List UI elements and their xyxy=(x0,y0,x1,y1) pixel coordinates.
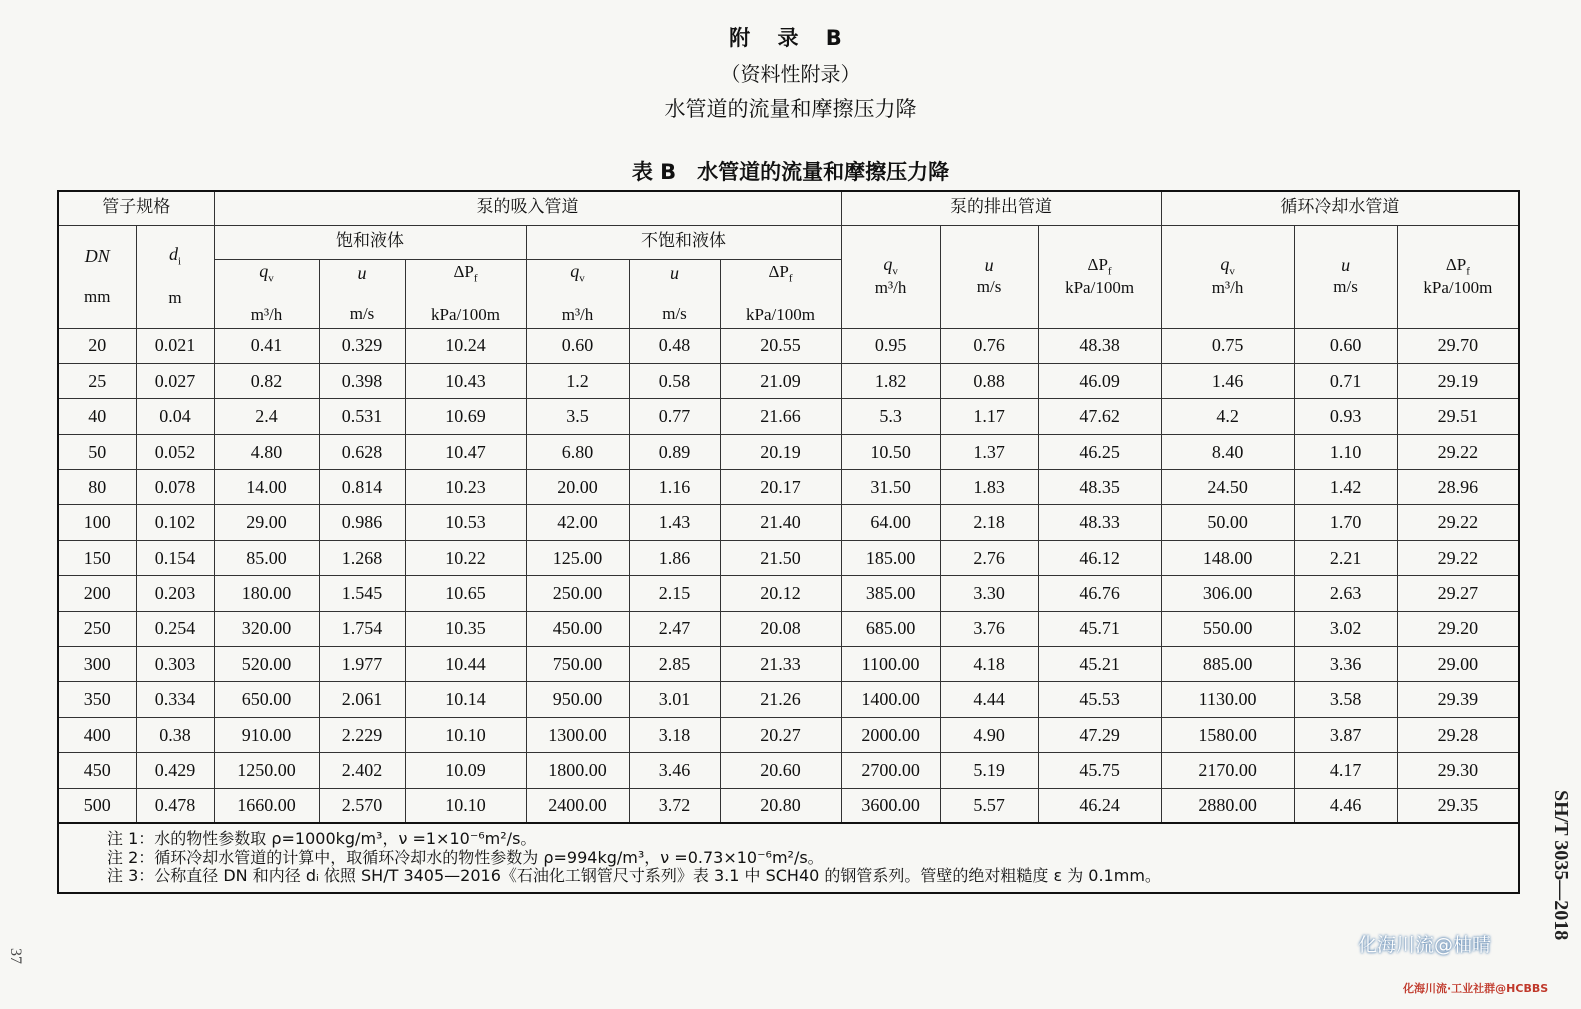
header-dn: DN mm xyxy=(58,225,136,328)
table-cell: 0.71 xyxy=(1294,363,1397,398)
table-cell: 6.80 xyxy=(526,434,629,469)
table-cell: 1130.00 xyxy=(1161,682,1294,717)
table-cell: 2.85 xyxy=(629,647,720,682)
table-cell: 1.82 xyxy=(841,363,940,398)
header-sat-dp: $\Delta P_f$ kPa/100m xyxy=(405,259,526,328)
table-cell: 42.00 xyxy=(526,505,629,540)
table-cell: 0.334 xyxy=(136,682,214,717)
table-cell: 0.986 xyxy=(319,505,405,540)
table-cell: 29.20 xyxy=(1397,611,1519,646)
table-cell: 40 xyxy=(58,399,136,434)
table-cell: 10.24 xyxy=(405,328,526,363)
table-cell: 0.60 xyxy=(1294,328,1397,363)
note-1: 注 1：水的物性参数取 ρ=1000kg/m³，ν =1×10⁻⁶m²/s。 xyxy=(107,829,537,849)
table-row xyxy=(58,753,1519,788)
table-cell: 320.00 xyxy=(214,611,319,646)
header-unsat-u: u m/s xyxy=(629,259,720,328)
table-cell: 1250.00 xyxy=(214,753,319,788)
table-cell: 80 xyxy=(58,470,136,505)
table-cell: 1.70 xyxy=(1294,505,1397,540)
header-cooling-u: u m/s xyxy=(1294,225,1397,328)
table-cell: 21.26 xyxy=(720,682,841,717)
appendix-title: 水管道的流量和摩擦压力降 xyxy=(664,97,917,121)
table-cell: 21.09 xyxy=(720,363,841,398)
table-cell: 10.09 xyxy=(405,753,526,788)
table-cell: 2.4 xyxy=(214,399,319,434)
table-cell: 150 xyxy=(58,540,136,575)
table-cell: 29.22 xyxy=(1397,434,1519,469)
table-cell: 400 xyxy=(58,717,136,752)
table-title: 表 B 水管道的流量和摩擦压力降 xyxy=(631,160,950,184)
table-cell: 47.29 xyxy=(1038,717,1161,752)
table-cell: 47.62 xyxy=(1038,399,1161,434)
header-di: $d_i$ m xyxy=(136,225,214,328)
table-notes xyxy=(58,823,1519,892)
table-cell: 1.46 xyxy=(1161,363,1294,398)
table-cell: 28.96 xyxy=(1397,470,1519,505)
table-cell: 0.078 xyxy=(136,470,214,505)
header-discharge-qv: $q_v$ m³/h xyxy=(841,225,940,328)
table-cell: 29.51 xyxy=(1397,399,1519,434)
table-row xyxy=(58,717,1519,752)
header-cooling-dp: $\Delta P_f$ kPa/100m xyxy=(1397,225,1519,328)
table-cell: 3.01 xyxy=(629,682,720,717)
table-cell: 10.47 xyxy=(405,434,526,469)
table-cell: 21.66 xyxy=(720,399,841,434)
table-cell: 3600.00 xyxy=(841,788,940,823)
table-cell: 20.55 xyxy=(720,328,841,363)
table-cell: 3.72 xyxy=(629,788,720,823)
table-cell: 2.061 xyxy=(319,682,405,717)
table-cell: 10.44 xyxy=(405,647,526,682)
table-cell: 31.50 xyxy=(841,470,940,505)
table-cell: 85.00 xyxy=(214,540,319,575)
table-cell: 0.254 xyxy=(136,611,214,646)
table-cell: 3.76 xyxy=(940,611,1038,646)
table-cell: 48.35 xyxy=(1038,470,1161,505)
table-cell: 148.00 xyxy=(1161,540,1294,575)
header-pump-discharge: 泵的排出管道 xyxy=(841,191,1161,225)
table-cell: 46.76 xyxy=(1038,576,1161,611)
table-cell: 0.429 xyxy=(136,753,214,788)
header-unsaturated: 不饱和液体 xyxy=(526,225,841,259)
table-cell: 0.329 xyxy=(319,328,405,363)
table-cell: 20.27 xyxy=(720,717,841,752)
table-cell: 4.80 xyxy=(214,434,319,469)
standard-code: SH/T 3035—2018 xyxy=(1550,790,1572,941)
table-cell: 0.531 xyxy=(319,399,405,434)
table-cell: 250.00 xyxy=(526,576,629,611)
table-cell: 3.46 xyxy=(629,753,720,788)
table-cell: 1.754 xyxy=(319,611,405,646)
table-cell: 10.22 xyxy=(405,540,526,575)
table-row xyxy=(58,434,1519,469)
table-cell: 10.10 xyxy=(405,717,526,752)
header-pipe-spec: 管子规格 xyxy=(58,191,214,225)
table-cell: 2.402 xyxy=(319,753,405,788)
table-cell: 0.95 xyxy=(841,328,940,363)
table-cell: 385.00 xyxy=(841,576,940,611)
table-cell: 500 xyxy=(58,788,136,823)
table-cell: 0.021 xyxy=(136,328,214,363)
table-cell: 29.70 xyxy=(1397,328,1519,363)
table-cell: 2.21 xyxy=(1294,540,1397,575)
table-cell: 4.90 xyxy=(940,717,1038,752)
table-cell: 29.30 xyxy=(1397,753,1519,788)
header-unsat-dp: $\Delta P_f$ kPa/100m xyxy=(720,259,841,328)
table-cell: 20.80 xyxy=(720,788,841,823)
table-cell: 2.18 xyxy=(940,505,1038,540)
table-cell: 0.814 xyxy=(319,470,405,505)
table-cell: 46.12 xyxy=(1038,540,1161,575)
table-cell: 450 xyxy=(58,753,136,788)
table-cell: 4.46 xyxy=(1294,788,1397,823)
table-cell: 21.33 xyxy=(720,647,841,682)
table-cell: 29.22 xyxy=(1397,540,1519,575)
table-row xyxy=(58,611,1519,646)
table-cell: 306.00 xyxy=(1161,576,1294,611)
table-cell: 29.28 xyxy=(1397,717,1519,752)
table-cell: 1.86 xyxy=(629,540,720,575)
table-cell: 0.82 xyxy=(214,363,319,398)
table-cell: 1.43 xyxy=(629,505,720,540)
table-cell: 29.35 xyxy=(1397,788,1519,823)
table-cell: 10.43 xyxy=(405,363,526,398)
table-cell: 1.977 xyxy=(319,647,405,682)
table-cell: 125.00 xyxy=(526,540,629,575)
table-cell: 29.27 xyxy=(1397,576,1519,611)
table-cell: 20.00 xyxy=(526,470,629,505)
table-cell: 3.30 xyxy=(940,576,1038,611)
table-cell: 10.50 xyxy=(841,434,940,469)
table-cell: 4.18 xyxy=(940,647,1038,682)
table-cell: 100 xyxy=(58,505,136,540)
table-row xyxy=(58,399,1519,434)
table-cell: 2.229 xyxy=(319,717,405,752)
table-cell: 10.69 xyxy=(405,399,526,434)
table-row xyxy=(58,682,1519,717)
table-cell: 950.00 xyxy=(526,682,629,717)
table-row xyxy=(58,788,1519,823)
table-cell: 5.19 xyxy=(940,753,1038,788)
table-cell: 350 xyxy=(58,682,136,717)
table-cell: 50 xyxy=(58,434,136,469)
table-cell: 10.10 xyxy=(405,788,526,823)
table-row xyxy=(58,540,1519,575)
table-cell: 185.00 xyxy=(841,540,940,575)
table-cell: 29.00 xyxy=(1397,647,1519,682)
table-cell: 0.77 xyxy=(629,399,720,434)
table-cell: 2.76 xyxy=(940,540,1038,575)
page-number: 37 xyxy=(7,948,24,964)
table-row xyxy=(58,576,1519,611)
table-cell: 2.47 xyxy=(629,611,720,646)
table-cell: 20.08 xyxy=(720,611,841,646)
header-cooling-water: 循环冷却水管道 xyxy=(1161,191,1519,225)
table-cell: 2700.00 xyxy=(841,753,940,788)
header-discharge-u: u m/s xyxy=(940,225,1038,328)
table-cell: 885.00 xyxy=(1161,647,1294,682)
table-cell: 45.21 xyxy=(1038,647,1161,682)
note-2: 注 2：循环冷却水管道的计算中，取循环冷却水的物性参数为 ρ=994kg/m³，ν =0.73×10⁻⁶m²/s。 xyxy=(107,847,824,867)
table-cell: 2170.00 xyxy=(1161,753,1294,788)
table-cell: 64.00 xyxy=(841,505,940,540)
table-cell: 1.42 xyxy=(1294,470,1397,505)
table-cell: 21.50 xyxy=(720,540,841,575)
table-cell: 29.39 xyxy=(1397,682,1519,717)
table-cell: 3.36 xyxy=(1294,647,1397,682)
table-cell: 3.87 xyxy=(1294,717,1397,752)
table-cell: 750.00 xyxy=(526,647,629,682)
table-row xyxy=(58,363,1519,398)
table-cell: 180.00 xyxy=(214,576,319,611)
table-cell: 300 xyxy=(58,647,136,682)
table-cell: 21.40 xyxy=(720,505,841,540)
table-cell: 0.88 xyxy=(940,363,1038,398)
table-cell: 48.38 xyxy=(1038,328,1161,363)
table-cell: 0.04 xyxy=(136,399,214,434)
table-row xyxy=(58,647,1519,682)
table-cell: 1.2 xyxy=(526,363,629,398)
header-sat-qv: $q_v$ m³/h xyxy=(214,259,319,328)
table-cell: 250 xyxy=(58,611,136,646)
table-cell: 29.19 xyxy=(1397,363,1519,398)
table-cell: 45.75 xyxy=(1038,753,1161,788)
table-cell: 4.44 xyxy=(940,682,1038,717)
table-cell: 10.35 xyxy=(405,611,526,646)
header-discharge-dp: $\Delta P_f$ kPa/100m xyxy=(1038,225,1161,328)
table-cell: 0.48 xyxy=(629,328,720,363)
table-cell: 29.00 xyxy=(214,505,319,540)
table-cell: 45.53 xyxy=(1038,682,1161,717)
table-cell: 1.545 xyxy=(319,576,405,611)
table-cell: 0.102 xyxy=(136,505,214,540)
table-cell: 10.53 xyxy=(405,505,526,540)
table-cell: 3.18 xyxy=(629,717,720,752)
table-cell: 20 xyxy=(58,328,136,363)
table-cell: 2880.00 xyxy=(1161,788,1294,823)
table-cell: 50.00 xyxy=(1161,505,1294,540)
watermark-small: 化海川流·工业社群@HCBBS xyxy=(1403,982,1549,995)
table-cell: 4.2 xyxy=(1161,399,1294,434)
appendix-type: （资料性附录） xyxy=(720,62,861,86)
table-cell: 550.00 xyxy=(1161,611,1294,646)
table-cell: 3.5 xyxy=(526,399,629,434)
table-cell: 46.25 xyxy=(1038,434,1161,469)
table-cell: 29.22 xyxy=(1397,505,1519,540)
table-cell: 1.16 xyxy=(629,470,720,505)
table-cell: 0.60 xyxy=(526,328,629,363)
table-cell: 2400.00 xyxy=(526,788,629,823)
table-cell: 0.93 xyxy=(1294,399,1397,434)
table-cell: 0.41 xyxy=(214,328,319,363)
table-cell: 20.60 xyxy=(720,753,841,788)
table-cell: 25 xyxy=(58,363,136,398)
header-pump-suction: 泵的吸入管道 xyxy=(214,191,841,225)
table-cell: 0.303 xyxy=(136,647,214,682)
table-cell: 0.38 xyxy=(136,717,214,752)
table-body xyxy=(58,328,1519,823)
table-cell: 10.65 xyxy=(405,576,526,611)
table-cell: 0.76 xyxy=(940,328,1038,363)
table-cell: 10.23 xyxy=(405,470,526,505)
table-row xyxy=(58,505,1519,540)
table-cell: 650.00 xyxy=(214,682,319,717)
table-cell: 1800.00 xyxy=(526,753,629,788)
table-cell: 1.268 xyxy=(319,540,405,575)
table-cell: 20.19 xyxy=(720,434,841,469)
table-cell: 1400.00 xyxy=(841,682,940,717)
table-cell: 1300.00 xyxy=(526,717,629,752)
header-sat-u: u m/s xyxy=(319,259,405,328)
table-cell: 48.33 xyxy=(1038,505,1161,540)
table-cell: 1660.00 xyxy=(214,788,319,823)
table-cell: 450.00 xyxy=(526,611,629,646)
table-cell: 1.17 xyxy=(940,399,1038,434)
table-cell: 2000.00 xyxy=(841,717,940,752)
table-cell: 0.203 xyxy=(136,576,214,611)
table-cell: 1.37 xyxy=(940,434,1038,469)
appendix-label: 附 录 B xyxy=(729,26,852,50)
table-cell: 2.15 xyxy=(629,576,720,611)
table-cell: 0.628 xyxy=(319,434,405,469)
table-cell: 2.63 xyxy=(1294,576,1397,611)
table-cell: 0.398 xyxy=(319,363,405,398)
table-cell: 1.10 xyxy=(1294,434,1397,469)
table-cell: 24.50 xyxy=(1161,470,1294,505)
table-cell: 1.83 xyxy=(940,470,1038,505)
header-cooling-qv: $q_v$ m³/h xyxy=(1161,225,1294,328)
table-cell: 0.052 xyxy=(136,434,214,469)
table-cell: 45.71 xyxy=(1038,611,1161,646)
table-cell: 4.17 xyxy=(1294,753,1397,788)
table-cell: 10.14 xyxy=(405,682,526,717)
table-cell: 14.00 xyxy=(214,470,319,505)
table-cell: 0.58 xyxy=(629,363,720,398)
table-cell: 685.00 xyxy=(841,611,940,646)
table-row xyxy=(58,470,1519,505)
table-cell: 0.75 xyxy=(1161,328,1294,363)
table-cell: 2.570 xyxy=(319,788,405,823)
table-cell: 0.478 xyxy=(136,788,214,823)
table-cell: 0.89 xyxy=(629,434,720,469)
table-cell: 20.17 xyxy=(720,470,841,505)
flow-friction-table xyxy=(57,190,1520,894)
table-cell: 3.58 xyxy=(1294,682,1397,717)
table-cell: 3.02 xyxy=(1294,611,1397,646)
table-cell: 20.12 xyxy=(720,576,841,611)
table-cell: 46.24 xyxy=(1038,788,1161,823)
table-cell: 8.40 xyxy=(1161,434,1294,469)
table-cell: 46.09 xyxy=(1038,363,1161,398)
note-3: 注 3：公称直径 DN 和内径 dᵢ 依照 SH/T 3405—2016《石油化工钢管尺寸系列》表 3.1 中 SCH40 的钢管系列。管壁的绝对粗糙度 ε 为 0.1mm。 xyxy=(107,866,1161,886)
table-cell: 5.57 xyxy=(940,788,1038,823)
header-unsat-qv: $q_v$ m³/h xyxy=(526,259,629,328)
table-cell: 0.154 xyxy=(136,540,214,575)
table-cell: 0.027 xyxy=(136,363,214,398)
table-cell: 1100.00 xyxy=(841,647,940,682)
table-cell: 520.00 xyxy=(214,647,319,682)
header-saturated: 饱和液体 xyxy=(214,225,526,259)
table-row xyxy=(58,328,1519,363)
table-cell: 910.00 xyxy=(214,717,319,752)
table-cell: 5.3 xyxy=(841,399,940,434)
watermark: 化海川流@柚晴 xyxy=(1358,934,1492,956)
table-cell: 200 xyxy=(58,576,136,611)
table-cell: 1580.00 xyxy=(1161,717,1294,752)
